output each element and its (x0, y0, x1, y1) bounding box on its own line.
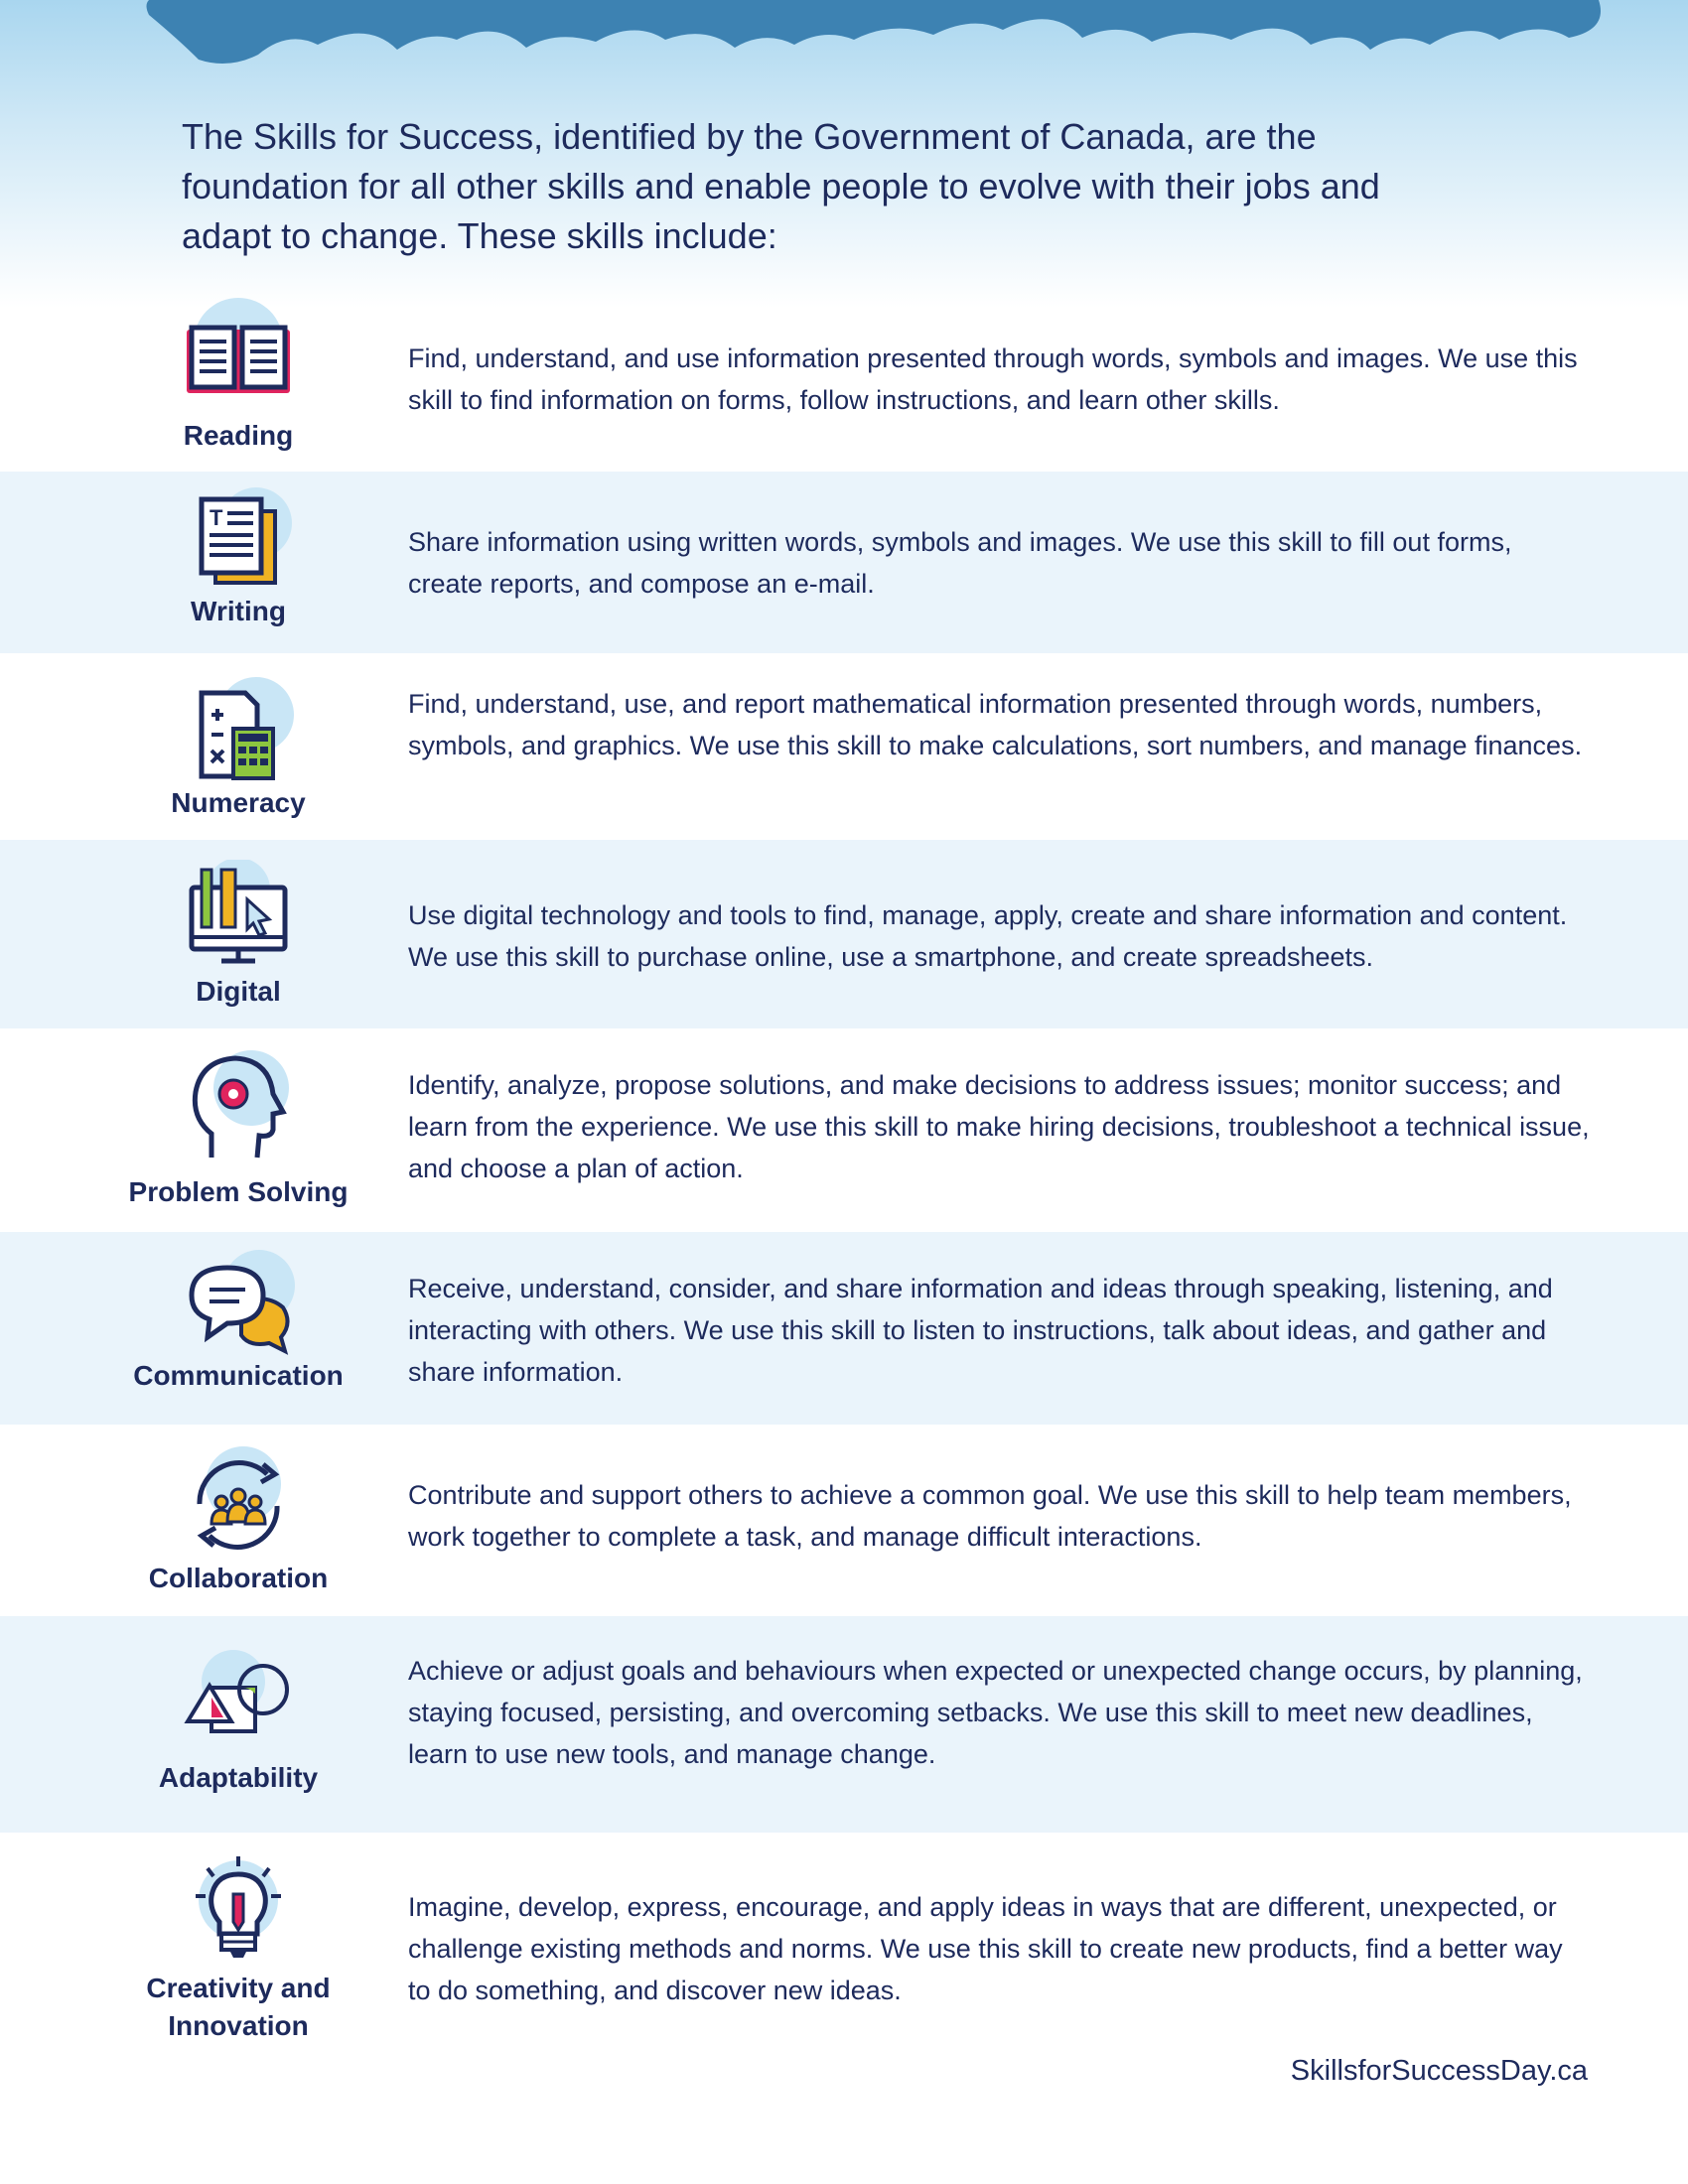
skill-row-problem-solving (0, 1028, 1688, 1232)
computer-icon (172, 860, 305, 969)
skill-row-creativity (0, 1833, 1688, 2051)
skill-name: Numeracy (171, 787, 306, 818)
skill-row-adaptability (0, 1616, 1688, 1833)
skill-row-collaboration (0, 1425, 1688, 1616)
skill-description: Achieve or adjust goals and behaviours when expected or unexpected change occurs, by planning, staying focused, persisting, and overcoming setbacks. We use this skill to meet new deadlines, learn to use new tools, and manage change. (408, 1656, 1583, 1769)
skill-description: Identify, analyze, propose solutions, and make decisions to address issues; monitor success; and learn from the experience. We use this skill to make hiring decisions, troubleshoot a technical issue, and choose a plan of action. (408, 1070, 1590, 1183)
skill-name: Communication (133, 1360, 344, 1391)
skill-row-communication (0, 1232, 1688, 1425)
intro-text: The Skills for Success, identified by the Government of Canada, are the foundation for all other skills and enable people to evolve with their jobs and adapt to change. These skills include: (182, 116, 1380, 256)
skill-name: Collaboration (148, 1563, 329, 1593)
skill-row-numeracy (0, 653, 1688, 840)
skill-description: Find, understand, and use information presented through words, symbols and images. We use this skill to find information on forms, follow instructions, and learn other skills. (408, 343, 1578, 415)
skill-description: Use digital technology and tools to find, manage, apply, create and share information and content. We use this skill to purchase online, use a smartphone, and create spreadsheets. (408, 900, 1568, 972)
cloud-banner (0, 0, 1688, 119)
speech-bubbles-icon (172, 1246, 305, 1355)
skill-description: Receive, understand, consider, and share information and ideas through speaking, listening, and interacting with others. We use this skill to listen to instructions, talk about ideas, and gather and share information. (408, 1274, 1553, 1387)
skill-name: Creativity and Innovation (146, 1973, 331, 2041)
skill-name: Problem Solving (128, 1176, 349, 1207)
skill-row-reading (0, 298, 1688, 472)
skill-description: Imagine, develop, express, encourage, and apply ideas in ways that are different, unexpected, or challenge existing methods and norms. We use this skill to create new products, find a better way to do something, and discover new ideas. (408, 1892, 1563, 2005)
skill-description: Find, understand, use, and report mathematical information presented through words, numbers, symbols, and graphics. We use this skill to make calculations, sort numbers, and manage finances. (408, 689, 1583, 760)
book-icon (172, 298, 305, 407)
skill-row-writing (0, 472, 1688, 653)
lightbulb-icon (172, 1852, 305, 1972)
document-icon (172, 481, 305, 591)
skill-description: Contribute and support others to achieve a common goal. We use this skill to help team members, work together to complete a task, and manage difficult interactions. (408, 1480, 1572, 1552)
skill-name: Writing (191, 596, 286, 626)
skill-name: Digital (196, 976, 281, 1007)
skill-description: Share information using written words, symbols and images. We use this skill to fill out forms, create reports, and compose an e-mail. (408, 527, 1512, 599)
website-link[interactable]: SkillsforSuccessDay.ca (1290, 2055, 1588, 2087)
skill-row-digital (0, 840, 1688, 1028)
shapes-icon (172, 1646, 305, 1755)
calculator-icon (172, 673, 305, 782)
svg-text:T: T (210, 505, 223, 530)
skill-name: Reading (183, 420, 294, 451)
skill-name: Adaptability (158, 1762, 319, 1793)
head-gear-icon (172, 1048, 305, 1167)
team-cycle-icon (172, 1444, 305, 1564)
